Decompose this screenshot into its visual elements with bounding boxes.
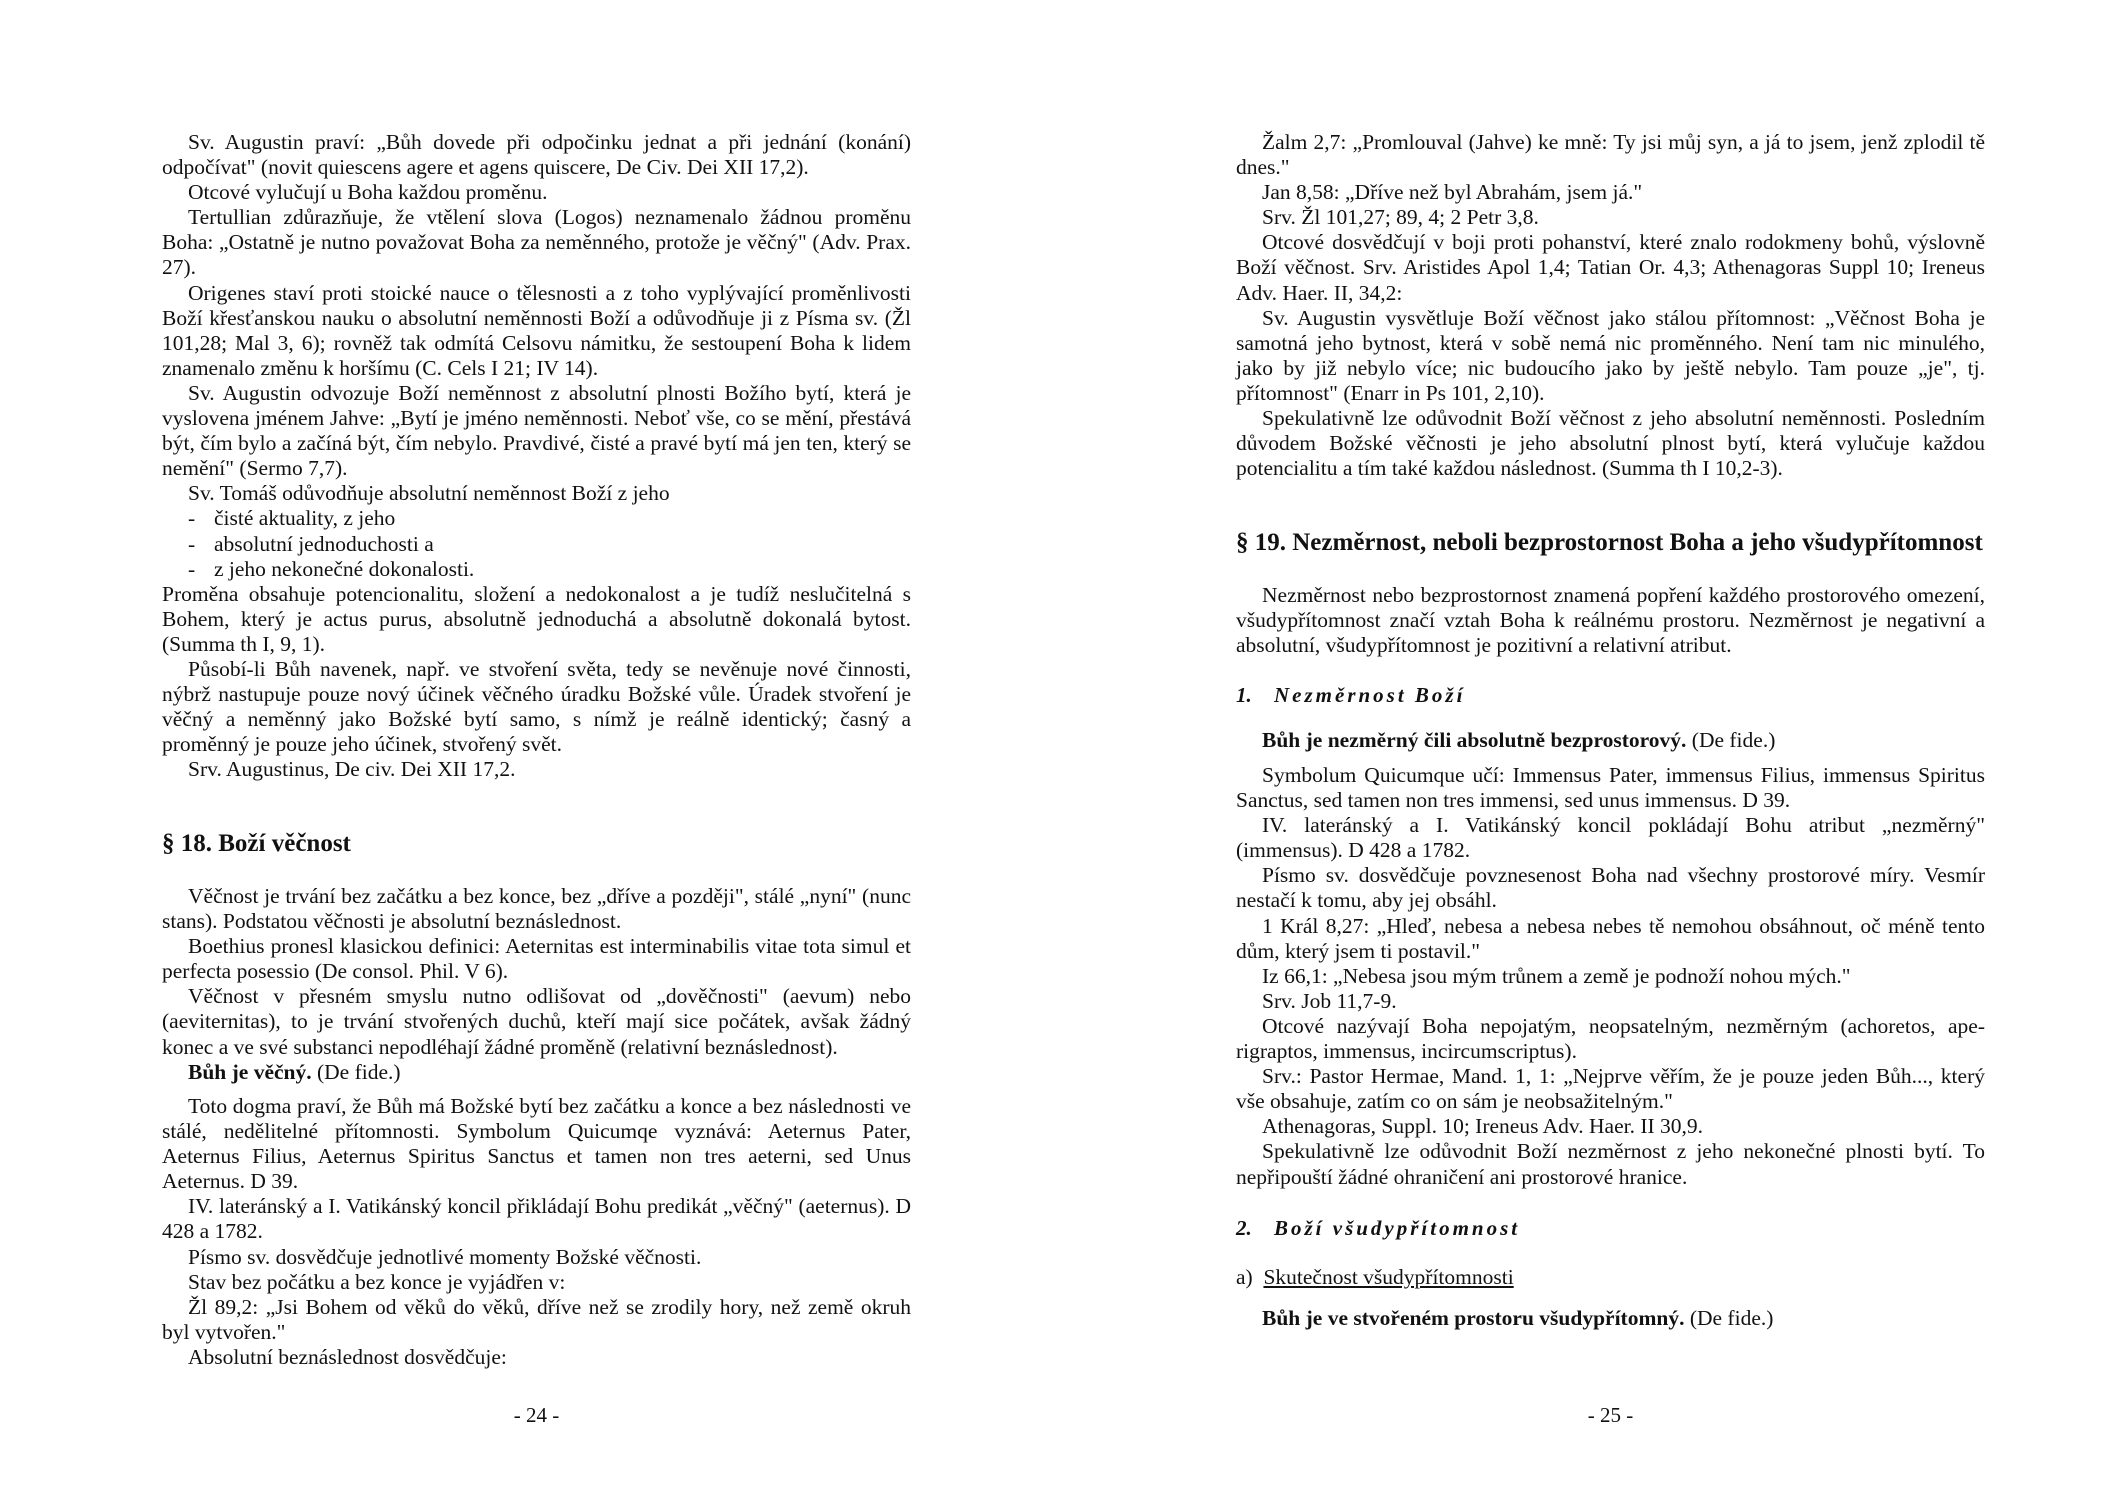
thesis-bold: Bůh je nezměrný čili absolutně bezprostorový. <box>1262 728 1687 752</box>
paragraph: 1 Král 8,27: „Hleď, nebesa a nebesa nebes tě nemohou obsáhnout, oč méně tento dům, který jsem ti postavil." <box>1236 913 1985 963</box>
section-heading-19: § 19. Nezměrnost, neboli bezprostornost Boha a jeho všudypřítomnost <box>1236 529 1983 556</box>
paragraph: Symbolum Quicumque učí: Immensus Pater, immensus Filius, immensus Spiritus Sanctus, sed tamen non tres immensi, sed unus immensus. D 39. <box>1236 763 1985 813</box>
paragraph: Toto dogma praví, že Bůh má Božské bytí bez začátku a konce a bez následnosti ve stálé, nedělitelné přítomnosti. Symbolum Quicumqe vyznává: Aeternus Pater, Aeternus Filius, Aeternus Spiritus Sanctus et tamen non tres aeterni, sed Unus Aeternus. D 39. <box>162 1094 911 1194</box>
paragraph: Otcové dosvědčují v boji proti pohanství, které znalo rodokmeny bohů, výslovně Boží věčnost. Srv. Aristides Apol 1,4; Tatian Or. 4,3; Athenagoras Suppl 10; Ireneus Adv. Haer. II, 34,2: <box>1236 230 1985 305</box>
paragraph: Sv. Augustin praví: „Bůh dovede při odpočinku jednat a při jednání (konání) odpočívat" (novit quiescens agere et agens quiscere, De Civ. Dei XII 17,2). <box>162 130 911 180</box>
thesis-note: (De fide.) <box>317 1059 401 1084</box>
paragraph: Origenes staví proti stoické nauce o tělesnosti a z toho vyplývající proměnlivosti Boží křesťanskou nauku o absolutní neměnnosti Boží a odůvodňuje ji z Písma sv. (Žl 101,28; Mal 3, 6); rovněž tak odmítá Celsovu námitku, že sestoupení Boha k lidem znamenalo změnu k horšímu (C. Cels I 21; IV 14). <box>162 280 911 380</box>
paragraph: Absolutní beznáslednost dosvědčuje: <box>188 1344 507 1369</box>
text-block-immutability <box>162 130 911 782</box>
list-dash: - <box>188 556 196 581</box>
point-a-line <box>1236 1265 1985 1290</box>
paragraph: Jan 8,58: „Dříve než byl Abrahám, jsem já." <box>1262 180 1643 205</box>
list-item <box>162 506 911 531</box>
point-title: Skutečnost všudypřítomnosti <box>1263 1265 1514 1289</box>
subsection-heading-2 <box>1236 1216 1520 1241</box>
paragraph: Působí-li Bůh navenek, např. ve stvoření světa, tedy se nevěnuje nové činnosti, nýbrž nastupuje pouze nový účinek věčného úradku Božské vůle. Úradek stvoření je věčný a neměnný jako Božské bytí samo, s nímž je reálně identický; časný a proměnný je pouze jeho účinek, stvořený svět. <box>162 656 911 757</box>
paragraph: Iz 66,1: „Nebesa jsou mým trůnem a země je podnoží nohou mých." <box>1262 963 1851 988</box>
paragraph: Žl 89,2: „Jsi Bohem od věků do věků, dříve než se zrodily hory, než země okruh byl vytvořen." <box>162 1294 911 1344</box>
paragraph: Srv. Job 11,7-9. <box>1262 988 1397 1013</box>
paragraph: Nezměrnost nebo bezprostornost znamená popření každého prostorového omezení, všudypřítomnost značí vztah Boha k reálnému prostoru. Nezměrnost je negativní a absolutní, všudypřítomnost je pozitivní a relativní atribut. <box>1236 583 1985 658</box>
paragraph: Sv. Augustin odvozuje Boží neměnnost z absolutní plnosti Božího bytí, která je vyslovena jménem Jahve: „Bytí je jméno neměnnosti. Neboť vše, co se mění, přestává být, čím bylo a začíná být, čím nebylo. Pravdivé, čisté a pravé bytí má jen ten, který se nemění" (Sermo 7,7). <box>162 380 911 481</box>
paragraph: Srv. Žl 101,27; 89, 4; 2 Petr 3,8. <box>1262 205 1539 230</box>
thesis <box>1236 1306 1985 1331</box>
paragraph: Věčnost je trvání bez začátku a bez konce, bez „dříve a později", stálé „nyní" (nunc stans). Podstatou věčnosti je absolutní beznáslednost. <box>162 884 911 934</box>
subsection-title: Boží všudypřítomnost <box>1274 1216 1521 1240</box>
paragraph: IV. lateránský a I. Vatikánský koncil přikládají Bohu predikát „věčný" (aeternus). D 428 a 1782. <box>162 1194 911 1244</box>
paragraph: Boethius pronesl klasickou definici: Aeternitas est interminabilis vitae tota simul et perfecta posessio (De consol. Phil. V 6). <box>162 934 911 984</box>
paragraph: Proměna obsahuje potencionalitu, složení a nedokonalost a je tudíž neslučitelná s Bohem, který je actus purus, absolutně jednoduchá a absolutně dokonalá bytost. (Summa th I, 9, 1). <box>162 581 911 656</box>
list-item-text: absolutní jednoduchosti a <box>214 531 434 556</box>
text-block-dogma <box>162 1094 911 1370</box>
paragraph: Stav bez počátku a bez konce je vyjádřen v: <box>188 1269 566 1294</box>
paragraph: Spekulativně lze odůvodnit Boží nezměrnost z jeho nekonečné plnosti bytí. To nepřipouští žádné ohraničení ani prostorové hranice. <box>1236 1139 1985 1189</box>
paragraph: Sv. Augustin vysvětluje Boží věčnost jako stálou přítomnost: „Věčnost Boha je samotná jeho bytnost, která v sobě nemá nic proměnného. Není tam nic minulého, jako by již nebylo více; nic budoucího jako by ještě nebylo. Tam pouze „je", tj. přítomnost" (Enarr in Ps 101, 2,10). <box>1236 305 1985 405</box>
paragraph: Spekulativně lze odůvodnit Boží věčnost z jeho absolutní neměnnosti. Posledním důvodem Božské věčnosti je jeho absolutní plnost bytí, která vylučuje každou potencialitu a tím také každou následnost. (Summa th I 10,2-3). <box>1236 406 1985 481</box>
paragraph: Srv. Augustinus, De civ. Dei XII 17,2. <box>188 757 516 782</box>
point-a <box>1236 1265 1985 1290</box>
section-heading-18: § 18. Boží věčnost <box>162 830 351 857</box>
paragraph: Otcové vylučují u Boha každou proměnu. <box>188 180 548 205</box>
point-label: a) <box>1236 1265 1253 1289</box>
list-item <box>162 532 911 557</box>
thesis <box>162 1060 911 1085</box>
thesis-1 <box>1236 728 1985 753</box>
thesis <box>1236 728 1985 753</box>
paragraph: Žalm 2,7: „Promlouval (Jahve) ke mně: Ty jsi můj syn, a já to jsem, jenž zplodil tě dnes." <box>1236 130 1985 180</box>
subsection-number: 2. <box>1236 1216 1252 1240</box>
paragraph: Sv. Tomáš odůvodňuje absolutní neměnnost Boží z jeho <box>188 481 670 506</box>
subsection-heading-1 <box>1236 683 1465 708</box>
paragraph: Athenagoras, Suppl. 10; Ireneus Adv. Haer. II 30,9. <box>1262 1114 1704 1139</box>
thesis-note: (De fide.) <box>1689 1306 1774 1330</box>
paragraph: Písmo sv. dosvědčuje povznesenost Boha nad všechny prostorové míry. Vesmír nestačí k tomu, aby jej obsáhl. <box>1236 863 1985 913</box>
list-dash: - <box>188 531 196 556</box>
page-number: - 25 - <box>1587 1403 1634 1427</box>
text-block-intro <box>1236 583 1985 658</box>
paragraph: Otcové nazývají Boha nepojatým, neopsatelným, nezměrným (achoretos, ape-rigraptos, immensus, incircumscriptus). <box>1236 1013 1985 1064</box>
list-item <box>162 557 911 582</box>
paragraph: Věčnost v přesném smyslu nutno odlišovat od „dověčnosti" (aevum) nebo (aeviternitas), to je trvání stvořených duchů, kteří mají sice počátek, avšak žádný konec a ve své substanci nepodléhají žádné proměně (relativní beznáslednost). <box>162 984 911 1059</box>
thesis-bold: Bůh je ve stvořeném prostoru všudypřítomný. <box>1262 1306 1685 1330</box>
list-dash: - <box>188 506 196 531</box>
text-block-eternity <box>162 884 911 1085</box>
text-block-immensity <box>1236 763 1985 1190</box>
text-block-eternity-cont <box>1236 130 1985 481</box>
list-item-text: z jeho nekonečné dokonalosti. <box>214 556 475 581</box>
thesis-note: (De fide.) <box>1691 728 1776 752</box>
paragraph: Tertullian zdůrazňuje, že vtělení slova (Logos) neznamenalo žádnou proměnu Boha: „Ostatně je nutno považovat Boha za neměnného, protože je věčný" (Adv. Prax. 27). <box>162 205 911 280</box>
list-item-text: čisté aktuality, z jeho <box>214 506 396 531</box>
paragraph: Písmo sv. dosvědčuje jednotlivé momenty Božské věčnosti. <box>188 1244 702 1269</box>
thesis-2 <box>1236 1306 1985 1331</box>
page-number: - 24 - <box>513 1403 560 1427</box>
subsection-number: 1. <box>1236 683 1252 707</box>
subsection-title: Nezměrnost Boží <box>1274 683 1466 707</box>
thesis-bold: Bůh je věčný. <box>188 1059 312 1084</box>
paragraph: Srv.: Pastor Hermae, Mand. 1, 1: „Nejprve věřím, že je pouze jeden Bůh..., který vše obsahuje, zatím co on sám je neobsažitelným." <box>1236 1064 1985 1114</box>
paragraph: IV. lateránský a I. Vatikánský koncil pokládají Bohu atribut „nezměrný" (immensus). D 428 a 1782. <box>1236 813 1985 863</box>
